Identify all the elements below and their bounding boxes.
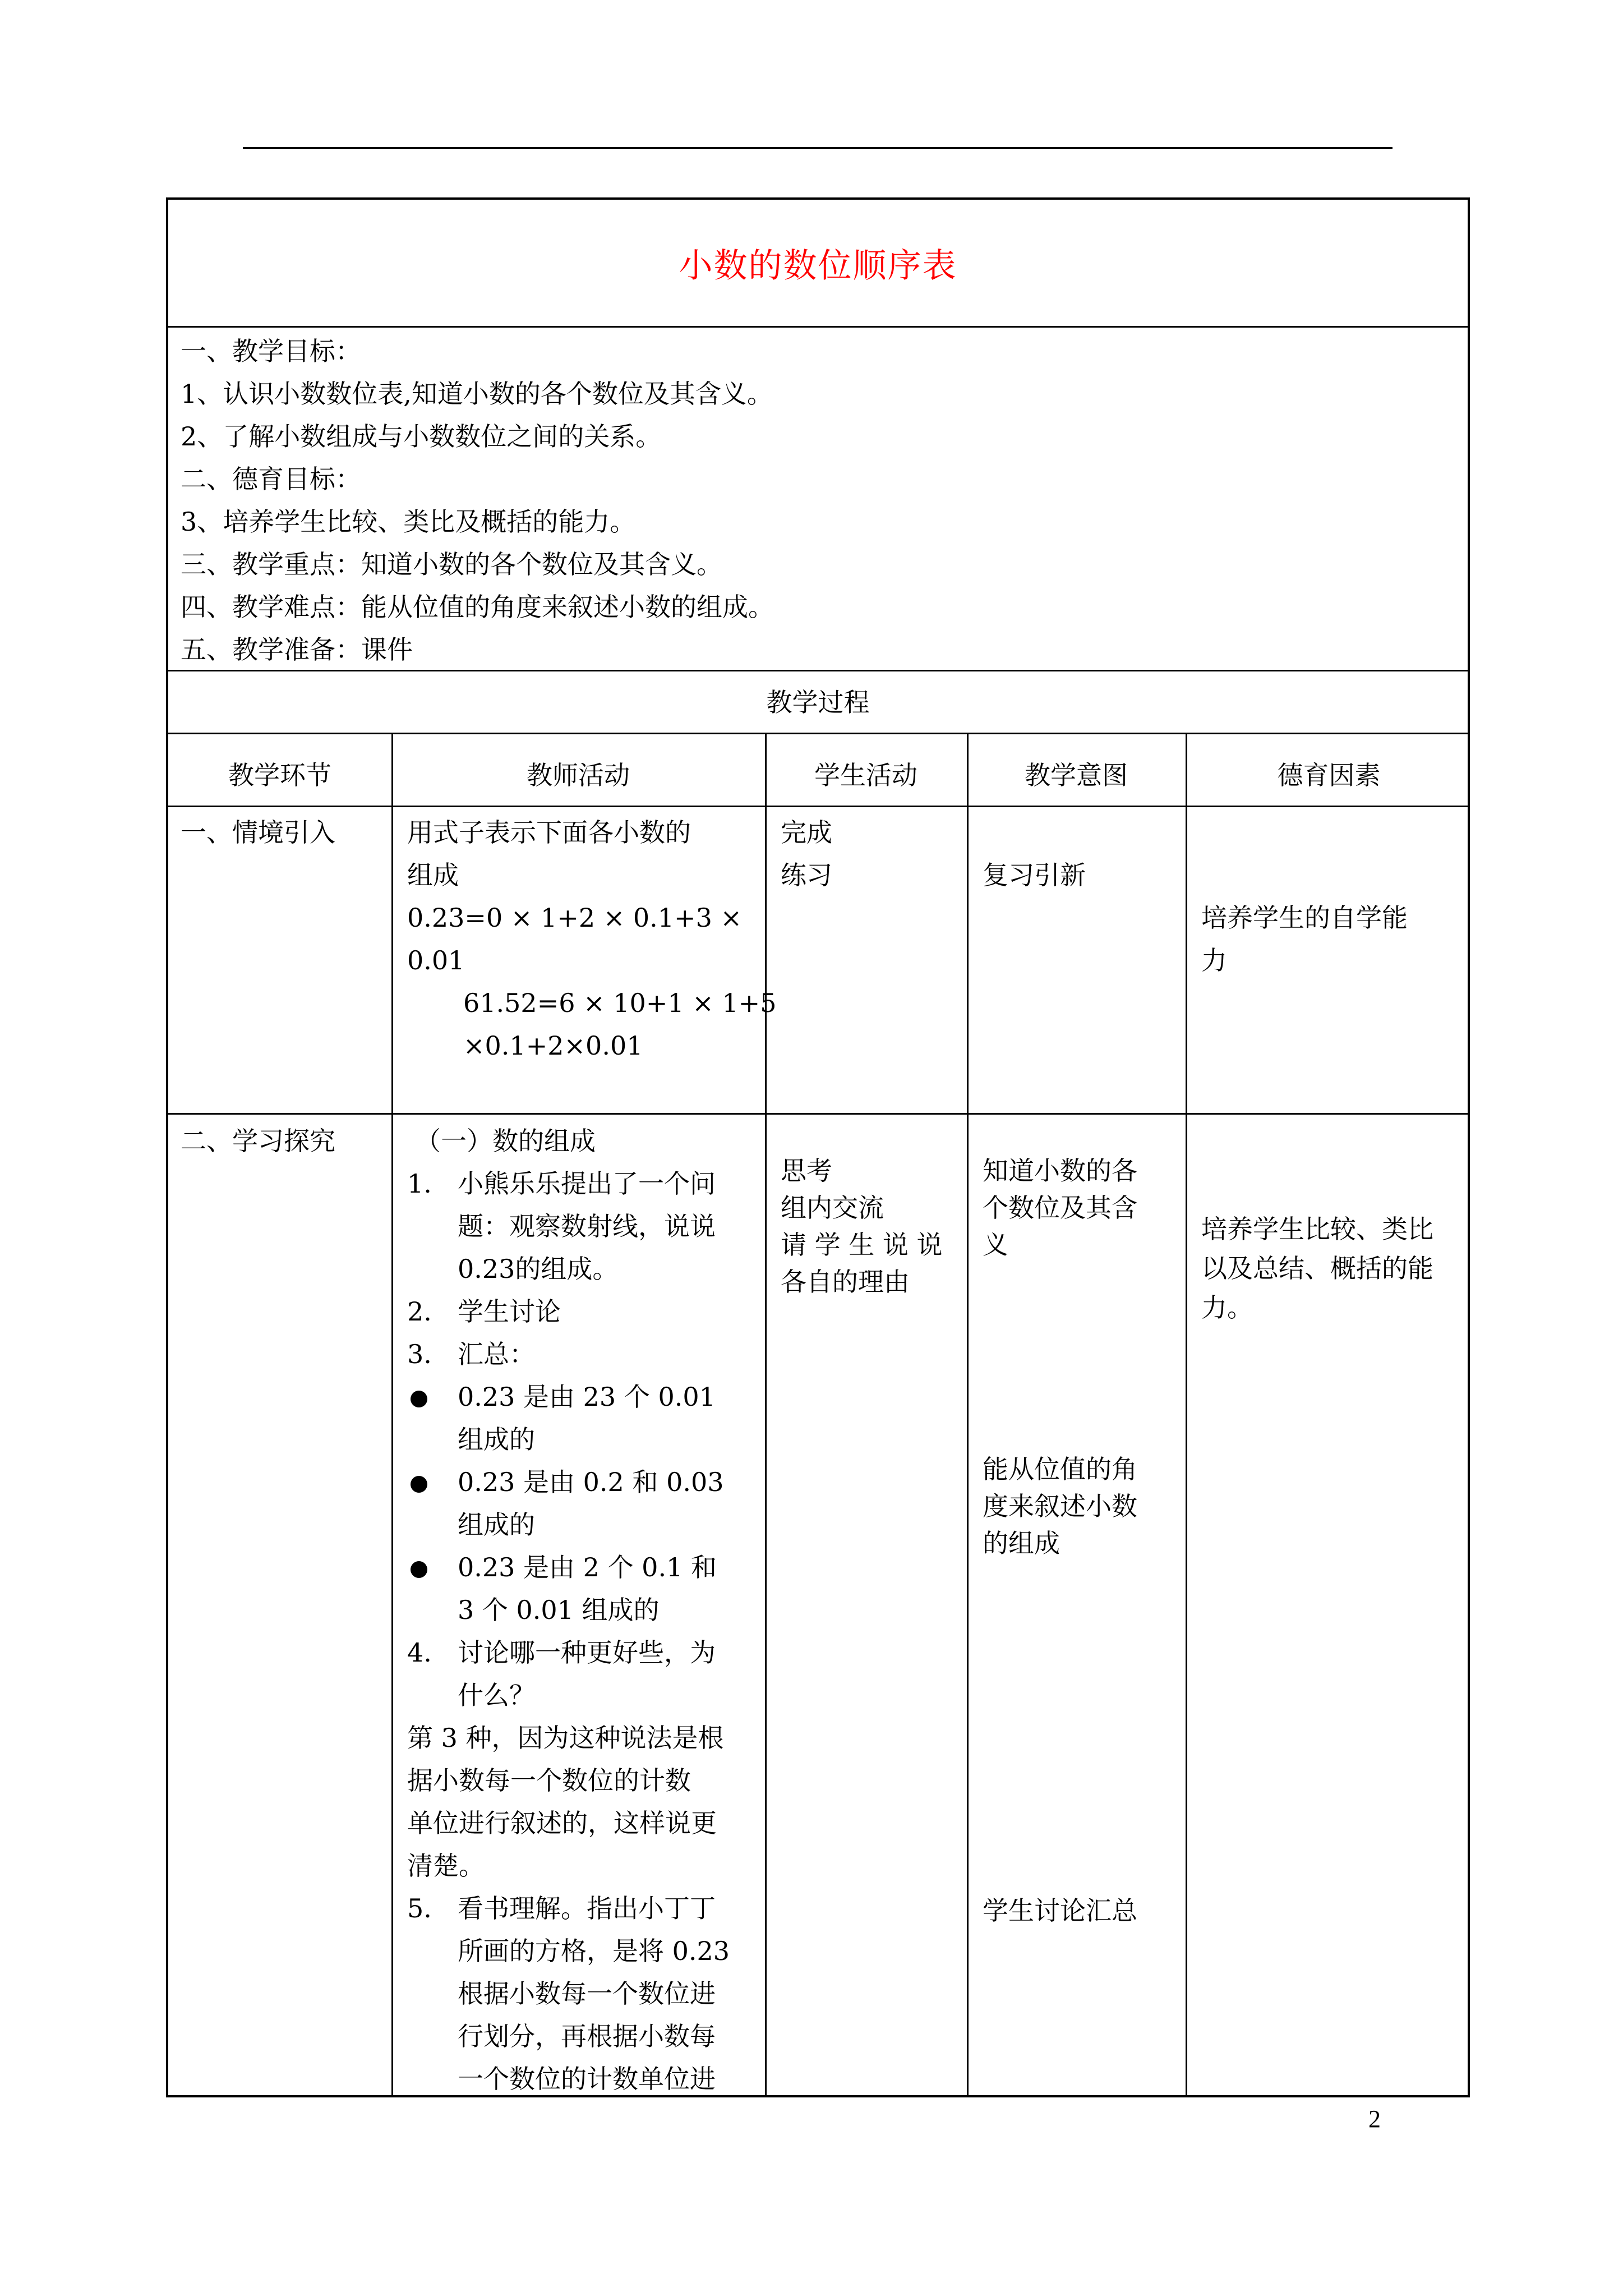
text-line: 力。 xyxy=(1201,1292,1253,1323)
stage-cell: 一、情境引入 xyxy=(181,817,335,848)
objective-line: 3、培养学生比较、类比及概括的能力。 xyxy=(181,507,636,537)
list-item xyxy=(407,1333,760,1375)
text-line: 能从位值的角 xyxy=(983,1454,1137,1484)
objective-line: 2、了解小数组成与小数数位之间的关系。 xyxy=(181,421,662,452)
header-rule xyxy=(243,147,1393,149)
objective-line: 四、教学难点：能从位值的角度来叙述小数的组成。 xyxy=(181,592,774,622)
text-line: 什么？ xyxy=(458,1680,535,1710)
bullet-item xyxy=(407,1461,760,1546)
text-line: 知道小数的各 xyxy=(983,1156,1137,1186)
text-line: 各自的理由 xyxy=(781,1267,910,1297)
text-line: 行划分，再根据小数每 xyxy=(458,2021,716,2051)
list-marker: 1. xyxy=(407,1168,432,1199)
text-line: 度来叙述小数 xyxy=(983,1491,1137,1521)
bullet-item xyxy=(407,1546,760,1631)
objective-line: 1、认识小数数位表,知道小数的各个数位及其含义。 xyxy=(181,379,773,409)
bullet-icon xyxy=(407,1375,427,1418)
section-heading: （一）数的组成 xyxy=(415,1126,596,1156)
column-header-intent: 教学意图 xyxy=(1025,760,1128,790)
intent-cell: 学生讨论汇总 xyxy=(983,1895,1137,1926)
text-line: 0.23 是由 2 个 0.1 和 xyxy=(458,1552,717,1582)
text-line: 组内交流 xyxy=(781,1193,884,1223)
text-line: 义 xyxy=(983,1230,1008,1260)
teacher-cell xyxy=(407,811,777,1067)
text-line: 一个数位的计数单位进 xyxy=(458,2064,716,2094)
text-line: 组成的 xyxy=(458,1510,535,1540)
text-line: 用式子表示下面各小数的 xyxy=(407,817,691,848)
text-line: 思考 xyxy=(781,1156,832,1186)
list-marker: 5. xyxy=(407,1893,432,1924)
moral-cell xyxy=(1201,896,1408,982)
table-rule xyxy=(765,733,767,2095)
table-rule xyxy=(967,733,969,2095)
table-rule xyxy=(168,733,1468,734)
text-line: 练习 xyxy=(781,860,832,890)
process-heading: 教学过程 xyxy=(766,687,870,717)
text-line: 所画的方格，是将 0.23 xyxy=(458,1936,730,1966)
list-item xyxy=(407,1887,760,2100)
objective-line: 二、德育目标： xyxy=(181,464,361,494)
column-header-student: 学生活动 xyxy=(814,760,917,790)
objective-line: 一、教学目标： xyxy=(181,336,361,366)
intent-cell xyxy=(983,1152,1137,1263)
list-marker: 4. xyxy=(407,1637,432,1668)
text-line: 的组成 xyxy=(983,1528,1060,1558)
column-header-moral: 德育因素 xyxy=(1277,760,1381,790)
text-line: 0.23=0 × 1+2 × 0.1+3 × xyxy=(407,903,743,933)
text-line: 力 xyxy=(1201,945,1227,976)
text-line: 学生讨论 xyxy=(458,1296,561,1327)
text-line: 题：观察数射线，说说 xyxy=(458,1211,716,1241)
text-line: 完成 xyxy=(781,817,832,848)
teacher-cell xyxy=(407,1120,760,2100)
text-line: 0.01 xyxy=(407,945,465,976)
text-line: 根据小数每一个数位进 xyxy=(458,1978,716,2009)
text-line: 组成的 xyxy=(458,1424,535,1455)
student-cell xyxy=(781,811,832,896)
bullet-icon xyxy=(407,1546,427,1589)
text-line: 请 学 生 说 说 xyxy=(781,1230,943,1260)
list-marker: 2. xyxy=(407,1296,432,1327)
stage-cell: 二、学习探究 xyxy=(181,1126,335,1156)
table-rule xyxy=(391,733,393,2095)
bullet-item xyxy=(407,1375,760,1461)
text-line: 讨论哪一种更好些，为 xyxy=(458,1637,716,1668)
table-rule xyxy=(168,1113,1468,1115)
text-line: ×0.1+2×0.01 xyxy=(463,1030,643,1061)
text-line: 61.52=6 × 10+1 × 1+5 xyxy=(463,988,777,1018)
student-cell xyxy=(781,1152,943,1300)
column-header-teacher: 教师活动 xyxy=(527,760,630,790)
table-rule xyxy=(168,806,1468,807)
list-item xyxy=(407,1631,760,1717)
text-line: 小熊乐乐提出了一个问 xyxy=(458,1168,716,1199)
list-item xyxy=(407,1290,760,1333)
text-line: 0.23 是由 23 个 0.01 xyxy=(458,1382,716,1412)
list-marker: 3. xyxy=(407,1339,432,1369)
column-header-stage: 教学环节 xyxy=(228,760,331,790)
text-line: 单位进行叙述的，这样说更 xyxy=(407,1808,717,1838)
table-rule xyxy=(168,326,1468,328)
text-line: 0.23 是由 0.2 和 0.03 xyxy=(458,1467,724,1497)
lesson-plan-table xyxy=(166,197,1470,2097)
text-line: 0.23的组成。 xyxy=(458,1254,619,1284)
page-title: 小数的数位顺序表 xyxy=(679,246,957,286)
text-line: 培养学生比较、类比 xyxy=(1201,1214,1433,1244)
list-item xyxy=(407,1162,760,1290)
text-line: 个数位及其含 xyxy=(983,1193,1137,1223)
text-line: 以及总结、概括的能 xyxy=(1201,1253,1433,1283)
text-line: 清楚。 xyxy=(407,1851,485,1881)
text-line: 汇总： xyxy=(458,1339,535,1369)
text-line: 培养学生的自学能 xyxy=(1201,903,1408,933)
text-line: 组成 xyxy=(407,860,459,890)
objective-line: 三、教学重点：知道小数的各个数位及其含义。 xyxy=(181,549,722,579)
moral-cell xyxy=(1201,1209,1433,1327)
text-line: 看书理解。指出小丁丁 xyxy=(458,1893,716,1924)
text-line: 据小数每一个数位的计数 xyxy=(407,1765,691,1796)
objectives-block xyxy=(181,330,774,671)
text-line: 3 个 0.01 组成的 xyxy=(458,1595,660,1625)
page-number: 2 xyxy=(1368,2105,1381,2133)
text-line: 第 3 种，因为这种说法是根 xyxy=(407,1723,724,1753)
bullet-icon xyxy=(407,1461,427,1503)
objective-line: 五、教学准备：课件 xyxy=(181,634,413,665)
intent-cell: 复习引新 xyxy=(983,860,1086,890)
table-rule xyxy=(1186,733,1187,2095)
intent-cell xyxy=(983,1451,1137,1562)
